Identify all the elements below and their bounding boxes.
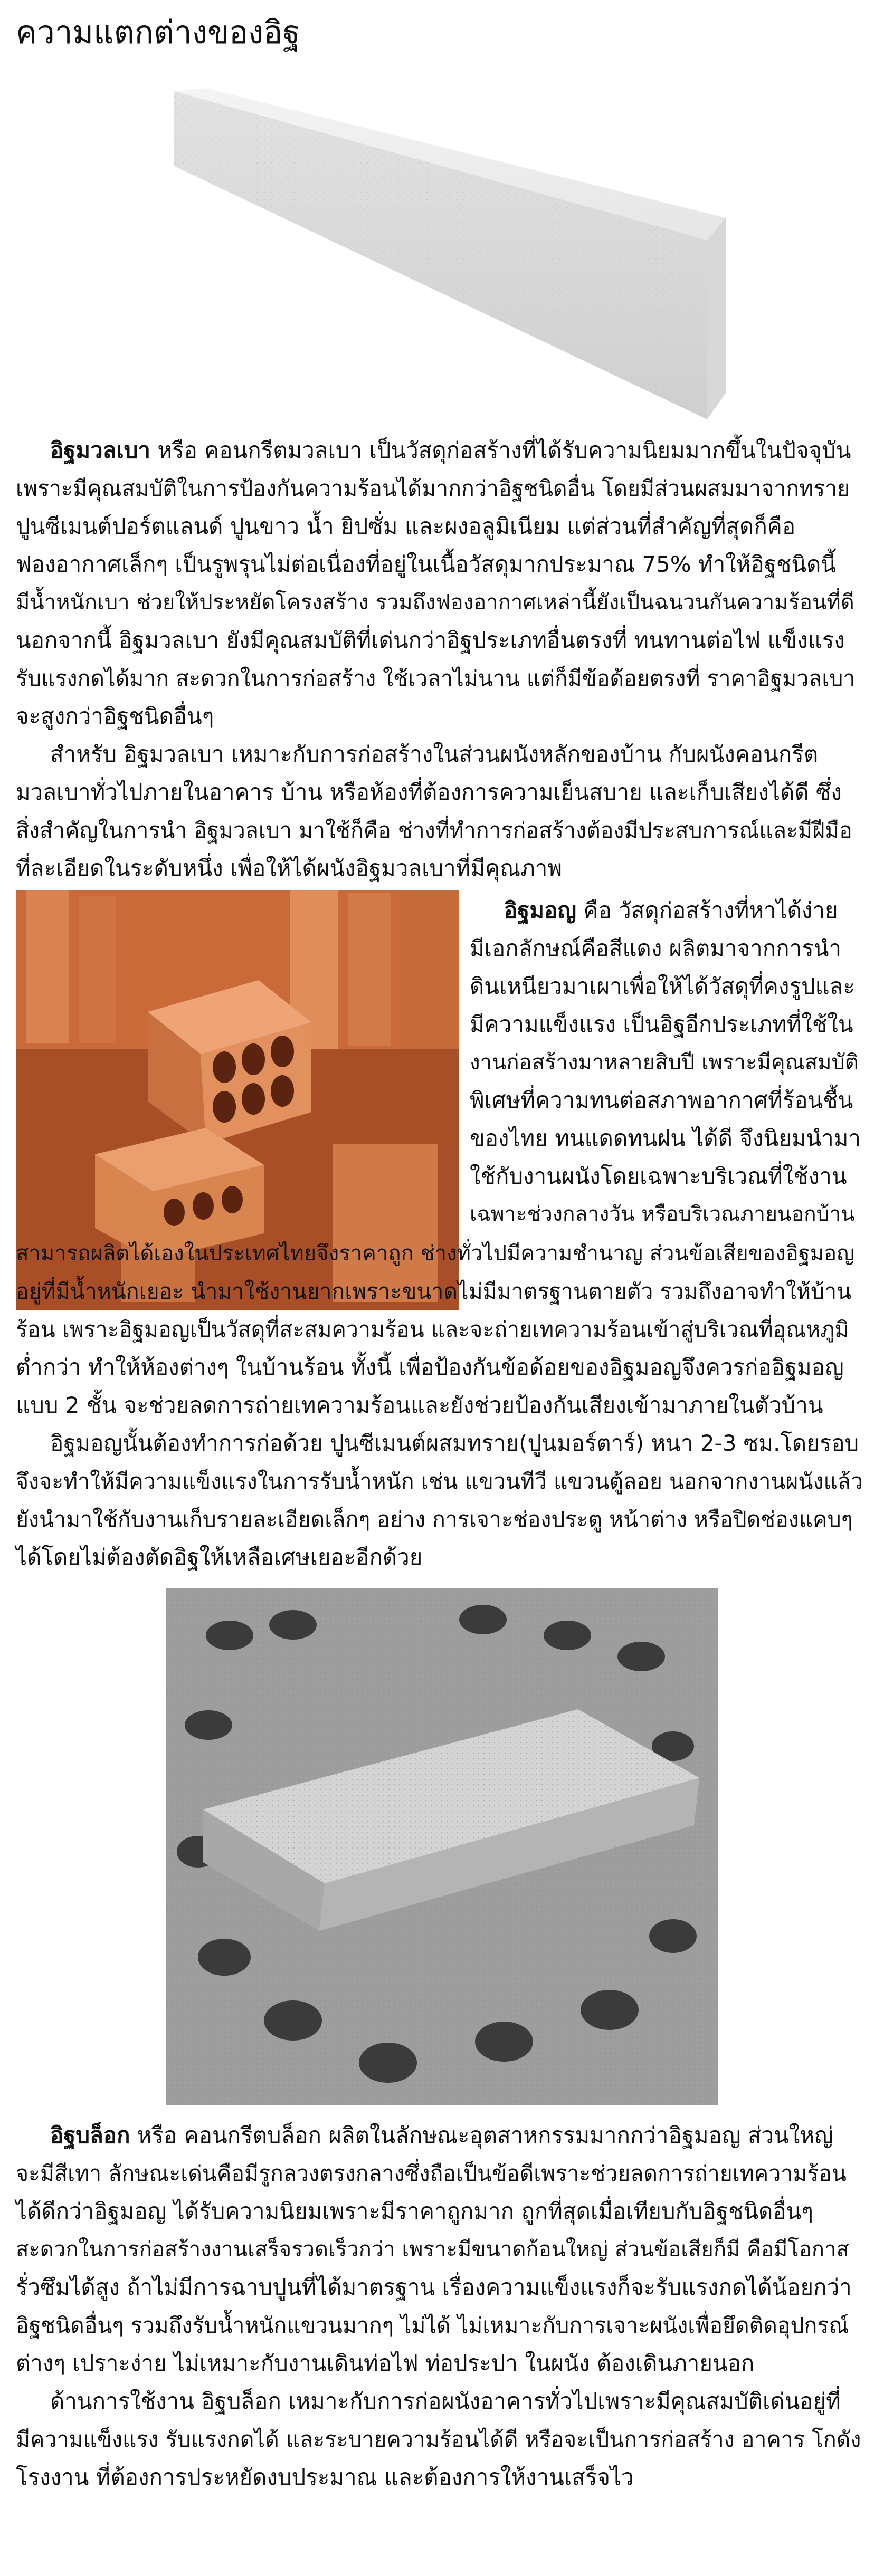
clay-side-line: [504, 892, 838, 930]
clay-side-line: เฉพาะช่วงกลางวัน หรือบริเวณภายนอกบ้าน: [470, 1202, 855, 1226]
clay-side-text: คือ วัสดุก่อสร้างที่หาได้ง่าย: [576, 897, 838, 923]
block-paragraph-line: สะดวกในการก่อสร้างงานเสร็จรวดเร็วกว่า เพราะมีขนาดก้อนใหญ่ ส่วนข้อเสียก็มี คือมีโอกาส: [16, 2237, 849, 2262]
block-paragraph-line: รั่วซึมได้สูง ถ้าไม่มีการฉาบปูนที่ได้มาตรฐาน เรื่องความแข็งแรงก็จะรับแรงกดได้น้อยกว่า: [16, 2274, 852, 2300]
clay-side-line: ของไทย ทนแดดทนฝน ได้ดี จึงนิยมนำมา: [470, 1125, 861, 1151]
aac-paragraph-line: [50, 432, 851, 470]
clay-side-line: ใช้กับงานผนังโดยเฉพาะบริเวณที่ใช้งาน: [470, 1163, 847, 1189]
aac-usage-line: ที่ละเอียดในระดับหนึ่ง เพื่อให้ได้ผนังอิฐมวลเบาที่มีคุณภาพ: [16, 855, 563, 881]
aac-paragraph-line: จะสูงกว่าอิฐชนิดอื่นๆ: [16, 703, 214, 729]
clay-side-line: งานก่อสร้างมาหลายสิบปี เพราะมีคุณสมบัติ: [470, 1050, 859, 1075]
concrete-block-image: [166, 1588, 718, 2105]
block-paragraph-line: อิฐชนิดอื่นๆ รวมถึงรับน้ำหนักแขวนมากๆ ไม่ได้ ไม่เหมาะกับการเจาะผนังเพื่อยึดติดอุปกรณ์: [16, 2313, 849, 2338]
aac-block-image: [174, 87, 726, 422]
block-paragraph-line: [50, 2117, 833, 2154]
clay-side-line: ดินเหนียวมาเผาเพื่อให้ได้วัสดุที่คงรูปและ: [470, 973, 855, 999]
block-paragraph-line: จะมีสีเทา ลักษณะเด่นคือมีรูกลวงตรงกลางซึ่งถือเป็นข้อดีเพราะช่วยลดการถ่ายเทความร้อน: [16, 2161, 847, 2186]
clay-paragraph-line: ต่ำกว่า ทำให้ห้องต่างๆ ในบ้านร้อน ทั้งนี้ เพื่อป้องกันข้อด้อยของอิฐมอญจึงควรก่ออิฐมอญ: [16, 1354, 844, 1380]
aac-paragraph-line: มีน้ำหนักเบา ช่วยให้ประหยัดโครงสร้าง รวมถึงฟองอากาศเหล่านี้ยังเป็นฉนวนกันความร้อนที่ดี: [16, 590, 854, 615]
aac-paragraph-text: หรือ คอนกรีตมวลเบา เป็นวัสดุก่อสร้างที่ได้รับความนิยมมากขึ้นในปัจจุบัน: [150, 437, 851, 463]
aac-usage-line: มวลเบาทั่วไปภายในอาคาร บ้าน หรือห้องที่ต้องการความเย็นสบาย และเก็บเสียงได้ดี ซึ่ง: [16, 779, 842, 805]
block-usage-line: มีความแข็งแรง รับแรงกดได้ และระบายความร้อนได้ดี หรือจะเป็นการก่อสร้าง อาคาร โกดัง: [16, 2427, 861, 2452]
clay-side-line: พิเศษที่ความทนต่อสภาพอากาศที่ร้อนชื้น: [470, 1087, 853, 1113]
clay-paragraph-line: ร้อน เพราะอิฐมอญเป็นวัสดุที่สะสมความร้อน และจะถ่ายเทความร้อนเข้าสู่บริเวณที่อุณหภูมิ: [16, 1317, 849, 1342]
aac-paragraph-line: เพราะมีคุณสมบัติในการป้องกันความร้อนได้มากกว่าอิฐชนิดอื่น โดยมีส่วนผสมมาจากทราย: [16, 476, 850, 501]
aac-usage-line: สำหรับ อิฐมวลเบา เหมาะกับการก่อสร้างในส่วนผนังหลักของบ้าน กับผนังคอนกรีต: [50, 741, 819, 767]
clay-usage-line: ได้โดยไม่ต้องตัดอิฐให้เหลือเศษเยอะอีกด้วย: [16, 1544, 423, 1570]
page-title: ความแตกต่างของอิฐ: [16, 14, 300, 51]
aac-paragraph-line: นอกจากนี้ อิฐมวลเบา ยังมีคุณสมบัติที่เด่นกว่าอิฐประเภทอื่นตรงที่ ทนทานต่อไฟ แข็งแรง: [16, 627, 845, 653]
aac-paragraph-line: รับแรงกดได้มาก สะดวกในการก่อสร้าง ใช้เวลาไม่นาน แต่ก็มีข้อด้อยตรงที่ ราคาอิฐมวลเบา: [16, 666, 856, 691]
clay-usage-line: ยังนำมาใช้กับงานเก็บรายละเอียดเล็กๆ อย่าง การเจาะช่องประตู หน้าต่าง หรือปิดช่องแคบๆ: [16, 1507, 853, 1532]
clay-paragraph-line: อยู่ที่มีน้ำหนักเยอะ นำมาใช้งานยากเพราะขนาดไม่มีมาตรฐานตายตัว รวมถึงอาจทำให้บ้าน: [16, 1279, 852, 1304]
aac-usage-line: สิ่งสำคัญในการนำ อิฐมวลเบา มาใช้ก็คือ ช่างที่ทำการก่อสร้างต้องมีประสบการณ์และมีฝีมือ: [16, 818, 852, 843]
block-paragraph-line: ได้ดีกว่าอิฐมอญ ได้รับความนิยมเพราะมีราคาถูกมาก ถูกที่สุดเมื่อเทียบกับอิฐชนิดอื่นๆ: [16, 2198, 813, 2224]
clay-usage-line: จึงจะทำให้มีความแข็งแรงในการรับน้ำหนัก เช่น แขวนทีวี แขวนตู้ลอย นอกจากงานผนังแล้ว: [16, 1469, 863, 1494]
block-term: อิฐบล็อก: [50, 2122, 130, 2148]
block-paragraph-line: ต่างๆ เปราะง่าย ไม่เหมาะกับงานเดินท่อไฟ ท่อประปา ในผนัง ต้องเดินภายนอก: [16, 2350, 755, 2376]
clay-side-line: มีความแข็งแรง เป็นอิฐอีกประเภทที่ใช้ใน: [470, 1011, 853, 1037]
aac-paragraph-line: ปูนซีเมนต์ปอร์ตแลนด์ ปูนขาว น้ำ ยิปซั่ม และผงอลูมิเนียม แต่ส่วนที่สำคัญที่สุดก็คือ: [16, 513, 796, 539]
block-usage-line: โรงงาน ที่ต้องการประหยัดงบประมาณ และต้องการให้งานเสร็จไว: [16, 2464, 634, 2490]
block-usage-line: ด้านการใช้งาน อิฐบล็อก เหมาะกับการก่อผนังอาคารทั่วไปเพราะมีคุณสมบัติเด่นอยู่ที่: [50, 2388, 841, 2414]
aac-term: อิฐมวลเบา: [50, 437, 151, 463]
aac-paragraph-line: ฟองอากาศเล็กๆ เป็นรูพรุนไม่ต่อเนื่องที่อยู่ในเนื้อวัสดุมากประมาณ 75% ทำให้อิฐชนิดนี้: [16, 551, 837, 577]
clay-paragraph-line: สามารถผลิตได้เองในประเทศไทยจึงราคาถูก ช่างทั่วไปมีความชำนาญ ส่วนข้อเสียของอิฐมอญ: [16, 1241, 855, 1266]
clay-usage-line: อิฐมอญนั้นต้องทำการก่อด้วย ปูนซีเมนต์ผสมทราย(ปูนมอร์ตาร์) หนา 2-3 ซม.โดยรอบ: [50, 1430, 859, 1456]
clay-term: อิฐมอญ: [504, 897, 577, 923]
block-paragraph-text: หรือ คอนกรีตบล็อก ผลิตในลักษณะอุตสาหกรรมมากกว่าอิฐมอญ ส่วนใหญ่: [130, 2122, 833, 2148]
clay-side-line: มีเอกลักษณ์คือสีแดง ผลิตมาจากการนำ: [470, 935, 842, 961]
clay-paragraph-line: แบบ 2 ชั้น จะช่วยลดการถ่ายเทความร้อนและยังช่วยป้องกันเสียงเข้ามาภายในตัวบ้าน: [16, 1392, 823, 1418]
